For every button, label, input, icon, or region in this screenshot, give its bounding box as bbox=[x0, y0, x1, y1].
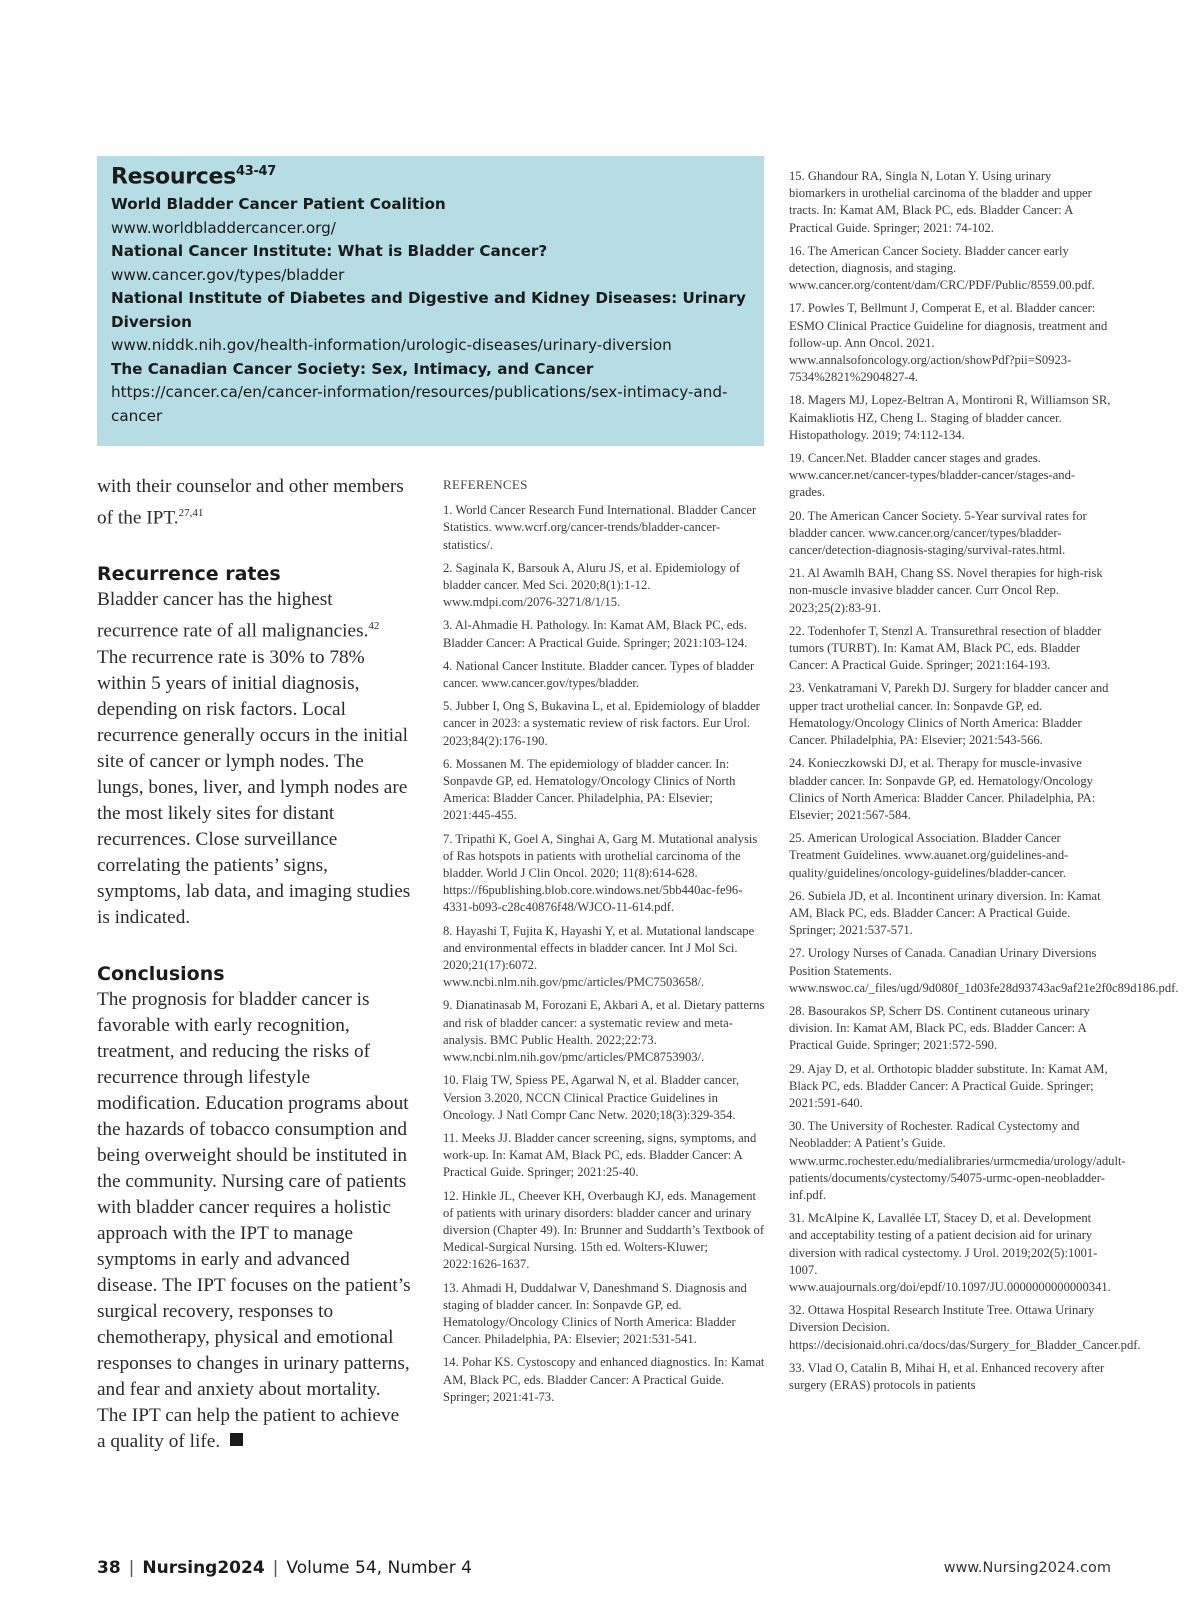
footer-separator: | bbox=[272, 1558, 279, 1578]
reference-item: 14. Pohar KS. Cystoscopy and enhanced diagnostics. In: Kamat AM, Black PC, eds. Bladder Cancer: A Practical Guide. Springer; 2021:41-73. bbox=[443, 1355, 765, 1404]
resource-item bbox=[111, 240, 750, 287]
resource-org: National Institute of Diabetes and Digestive and Kidney Diseases: Urinary Diversion bbox=[111, 289, 746, 331]
reference-item: 26. Subiela JD, et al. Incontinent urinary diversion. In: Kamat AM, Black PC, eds. Bladder Cancer: A Practical Guide. Springer; 2021:537-571. bbox=[789, 888, 1101, 938]
resource-link[interactable]: https://cancer.ca/en/cancer-information/resources/publications/sex-intimacy-and-cancer bbox=[111, 383, 728, 425]
reference-item: 27. Urology Nurses of Canada. Canadian Urinary Diversions Position Statements. www.nswoc.ca/_files/ugd/9d080f_1d03fe28d93743ac9af21e2f0c89d186.pdf. bbox=[789, 946, 1179, 995]
reference-item: 31. McAlpine K, Lavallée LT, Stacey D, et al. Development and acceptability testing of a patient decision aid for urinary diversion with radical cystectomy. J Urol. 2019;202(5):1001-1007. www.auajournals.org/doi/epdf/10.1097/JU.0000000000000341. bbox=[789, 1211, 1111, 1294]
end-of-article-mark bbox=[230, 1433, 243, 1446]
resource-item bbox=[111, 193, 750, 240]
resource-org: World Bladder Cancer Patient Coalition bbox=[111, 195, 446, 214]
reference-item: 29. Ajay D, et al. Orthotopic bladder substitute. In: Kamat AM, Black PC, eds. Bladder Cancer: A Practical Guide. Springer; 2021:591-640. bbox=[789, 1061, 1108, 1110]
intro-paragraph: with their counselor and other members of the IPT.$^{27,41}$ bbox=[97, 476, 404, 529]
page-footer bbox=[97, 1558, 1111, 1584]
conclusions-heading: Conclusions bbox=[97, 962, 225, 985]
recurrence-heading: Recurrence rates bbox=[97, 563, 281, 586]
reference-item: 24. Konieczkowski DJ, et al. Therapy for muscle-invasive bladder cancer. In: Sonpavde GP, ed. Hematology/Oncology Clinics of North America: Bladder Cancer. Philadelphia, PA: Elsevier; 2021:567-584. bbox=[789, 756, 1096, 822]
recurrence-paragraph: Bladder cancer has the highest recurrence rate of all malignancies.$^{42}$ The recurrence rate is 30% to 78% within 5 years of initial diagnosis, depending on risk factors. Local recurrence generally occurs in the initial site of cancer or lymph nodes. The lungs, bones, liver, and lymph nodes are the most likely sites for distant recurrences. Close surveillance correlating the patients’ signs, symptoms, lab data, and imaging studies is indicated. bbox=[97, 589, 411, 928]
resources-title: Resources$^{43-47}$ bbox=[111, 164, 277, 190]
reference-item: 9. Dianatinasab M, Forozani E, Akbari A, et al. Dietary patterns and risk of bladder cancer: a systematic review and meta-analysis. BMC Public Health. 2022;22:73. www.ncbi.nlm.nih.gov/pmc/articles/PMC8753903/. bbox=[443, 998, 765, 1065]
reference-item: 23. Venkatramani V, Parekh DJ. Surgery for bladder cancer and upper tract urothelial cancer. In: Sonpavde GP, ed. Hematology/Oncology Clinics of North America: Bladder Cancer. Philadelphia, PA: Elsevier; 2021:543-566. bbox=[789, 681, 1109, 748]
reference-item: 15. Ghandour RA, Singla N, Lotan Y. Using urinary biomarkers in urothelial carcinoma of the bladder and upper tracts. In: Kamat AM, Black PC, eds. Bladder Cancer: A Practical Guide. Springer; 2021: 74-102. bbox=[789, 169, 1092, 235]
reference-item: 18. Magers MJ, Lopez-Beltran A, Montironi R, Williamson SR, Kaimakliotis HZ, Cheng L. Staging of bladder cancer. Histopathology. 2019; 74:112-134. bbox=[789, 393, 1111, 442]
reference-item: 28. Basourakos SP, Scherr DS. Continent cutaneous urinary division. In: Kamat AM, Black PC, eds. Bladder Cancer: A Practical Guide. Springer; 2021:572-590. bbox=[789, 1003, 1090, 1053]
reference-item: 19. Cancer.Net. Bladder cancer stages and grades. www.cancer.net/cancer-types/bladder-cancer/stages-and-grades. bbox=[789, 451, 1076, 500]
resource-link[interactable]: www.cancer.gov/types/bladder bbox=[111, 265, 345, 284]
reference-item: 2. Saginala K, Barsouk A, Aluru JS, et al. Epidemiology of bladder cancer. Med Sci. 2020;8(1):1-12. www.mdpi.com/2076-3271/8/1/15. bbox=[443, 560, 740, 610]
reference-item: 4. National Cancer Institute. Bladder cancer. Types of bladder cancer. www.cancer.gov/types/bladder. bbox=[443, 658, 755, 691]
reference-item: 7. Tripathi K, Goel A, Singhai A, Garg M. Mutational analysis of Ras hotspots in patients with urothelial carcinoma of the bladder. World J Clin Oncol. 2020; 11(8):614-628. https://f6publishing.blob.core.windows.net/5bb440ac-fe96-4331-b093-c28c40876f48/WJCO-11-614.pdf. bbox=[443, 831, 758, 915]
reference-item: 5. Jubber I, Ong S, Bukavina L, et al. Epidemiology of bladder cancer in 2023: a systematic review of risk factors. Eur Urol. 2023;84(2):176-190. bbox=[443, 699, 760, 748]
references-heading: REFERENCES bbox=[443, 477, 528, 492]
resource-link[interactable]: www.worldbladdercancer.org/ bbox=[111, 218, 336, 237]
volume-info: Volume 54, Number 4 bbox=[286, 1558, 472, 1578]
footer-folio bbox=[97, 1558, 472, 1578]
reference-item: 6. Mossanen M. The epidemiology of bladder cancer. In: Sonpavde GP, ed. Hematology/Oncology Clinics of North America: Bladder Cancer. Philadelphia, PA: Elsevier; 2021:445-455. bbox=[443, 756, 736, 823]
article-body-column bbox=[97, 474, 412, 1455]
resource-org: The Canadian Cancer Society: Sex, Intimacy, and Cancer bbox=[111, 359, 594, 378]
reference-item: 16. The American Cancer Society. Bladder cancer early detection, diagnosis, and staging. www.cancer.org/content/dam/CRC/PDF/Public/8559.00.pdf. bbox=[789, 243, 1095, 293]
reference-item: 10. Flaig TW, Spiess PE, Agarwal N, et al. Bladder cancer, Version 3.2020, NCCN Clinical Practice Guidelines in Oncology. J Natl Compr Canc Netw. 2020;18(3):329-354. bbox=[443, 1073, 740, 1122]
reference-item: 30. The University of Rochester. Radical Cystectomy and Neobladder: A Patient’s Guide. www.urmc.rochester.edu/medialibraries/urmcmedia/urology/adult-patients/documents/cystectomy/54075-urmc-open-neobladder-inf.pdf. bbox=[789, 1119, 1126, 1202]
reference-item: 22. Todenhofer T, Stenzl A. Transurethral resection of bladder tumors (TURBT). In: Kamat AM, Black PC, eds. Bladder Cancer: A Practical Guide. Springer; 2021:164-193. bbox=[789, 623, 1102, 673]
reference-item: 1. World Cancer Research Fund International. Bladder Cancer Statistics. www.wcrf.org/cancer-trends/bladder-cancer-statistics/. bbox=[443, 503, 757, 552]
footer-separator: | bbox=[128, 1558, 135, 1578]
reference-item: 32. Ottawa Hospital Research Institute Tree. Ottawa Urinary Diversion Decision. https://decisionaid.ohri.ca/docs/das/Surgery_for_Bladder_Cancer.pdf. bbox=[789, 1303, 1141, 1352]
references-column-3 bbox=[789, 168, 1179, 1400]
page-number: 38 bbox=[97, 1558, 121, 1578]
conclusions-paragraph: The prognosis for bladder cancer is favorable with early recognition, treatment, and reducing the risks of recurrence through lifestyle modification. Education programs about the hazards of tobacco consumption and being overweight should be instituted in the community. Nursing care of patients with bladder cancer requires a holistic approach with the IPT to manage symptoms in early and advanced disease. The IPT focuses on the patient’s surgical recovery, responses to chemotherapy, physical and emotional responses to changes in urinary patterns, and fear and anxiety about mortality. The IPT can help the patient to achieve a quality of life. bbox=[97, 988, 411, 1452]
resource-link[interactable]: www.niddk.nih.gov/health-information/urologic-diseases/urinary-diversion bbox=[111, 336, 672, 355]
resources-box bbox=[97, 156, 764, 446]
reference-item: 20. The American Cancer Society. 5-Year survival rates for bladder cancer. www.cancer.org/cancer/types/bladder-cancer/detection-diagnosis-staging/survival-rates.html. bbox=[789, 508, 1087, 558]
footer-website[interactable]: www.Nursing2024.com bbox=[943, 1560, 1111, 1576]
reference-item: 13. Ahmadi H, Duddalwar V, Daneshmand S. Diagnosis and staging of bladder cancer. In: Sonpavde GP, ed. Hematology/Oncology Clinics of North America: Bladder Cancer. Philadelphia, PA: Elsevier; 2021:531-541. bbox=[443, 1280, 747, 1347]
reference-item: 33. Vlad O, Catalin B, Mihai H, et al. Enhanced recovery after surgery (ERAS) protocols in patients bbox=[789, 1360, 1105, 1392]
resource-item bbox=[111, 287, 750, 358]
references-column-2 bbox=[443, 476, 765, 1412]
reference-item: 11. Meeks JJ. Bladder cancer screening, signs, symptoms, and work-up. In: Kamat AM, Black PC, eds. Bladder Cancer: A Practical Guide. Springer; 2021:25-40. bbox=[443, 1130, 757, 1180]
reference-item: 3. Al-Ahmadie H. Pathology. In: Kamat AM, Black PC, eds. Bladder Cancer: A Practical Guide. Springer; 2021:103-124. bbox=[443, 618, 748, 650]
reference-item: 21. Al Awamlh BAH, Chang SS. Novel therapies for high-risk non-muscle invasive bladder cancer. Curr Oncol Rep. 2023;25(2):83-91. bbox=[789, 566, 1103, 615]
reference-item: 8. Hayashi T, Fujita K, Hayashi Y, et al. Mutational landscape and environmental effects in bladder cancer. Int J Mol Sci. 2020;21(17):6072. www.ncbi.nlm.nih.gov/pmc/articles/PMC7503658/. bbox=[443, 923, 755, 990]
reference-item: 12. Hinkle JL, Cheever KH, Overbaugh KJ, eds. Management of patients with urinary disorders: bladder cancer and urinary diversion (Chapter 49). In: Brunner and Suddarth’s Textbook of Medical-Surgical Nursing. 15th ed. Wolters-Kluwer; 2022:1626-1637. bbox=[443, 1188, 765, 1272]
reference-item: 17. Powles T, Bellmunt J, Comperat E, et al. Bladder cancer: ESMO Clinical Practice Guideline for diagnosis, treatment and follow-up. Ann Oncol. 2021. www.annalsofoncology.org/action/showPdf?pii=S0923-7534%2821%2904827-4. bbox=[789, 301, 1108, 385]
magazine-name: Nursing2024 bbox=[142, 1558, 265, 1578]
resource-item bbox=[111, 358, 750, 429]
resource-org: National Cancer Institute: What is Bladder Cancer? bbox=[111, 242, 548, 261]
reference-item: 25. American Urological Association. Bladder Cancer Treatment Guidelines. www.auanet.org/guidelines-and-quality/guidelines/oncology-guidelines/bladder-cancer. bbox=[789, 831, 1069, 880]
